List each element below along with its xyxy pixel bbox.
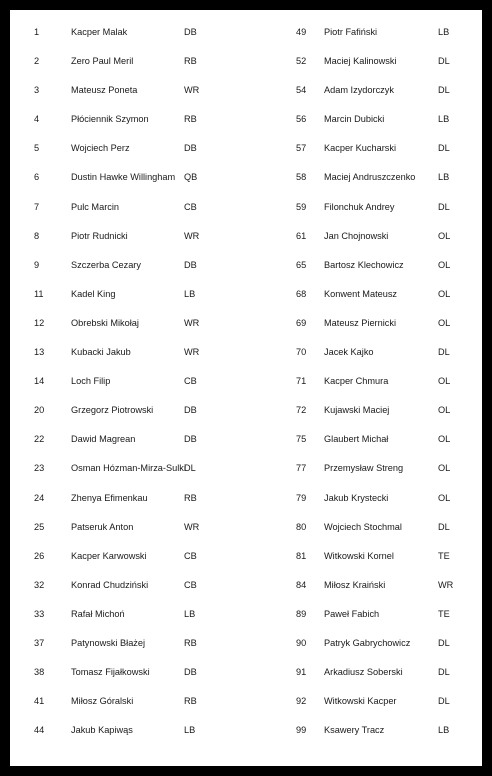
player-position: CB xyxy=(184,376,197,387)
player-name: Wojciech Stochmal xyxy=(324,521,402,532)
player-position: OL xyxy=(438,376,451,387)
player-position: RB xyxy=(184,637,197,648)
player-name: Piotr Rudnicki xyxy=(71,230,128,241)
player-name: Miłosz Kraiński xyxy=(324,579,386,590)
player-name: Osman Hózman-Mirza-Sulki xyxy=(71,463,186,474)
player-position: DL xyxy=(438,56,450,67)
player-name: Konrad Chudziński xyxy=(71,579,149,590)
player-number: 24 xyxy=(34,492,45,503)
player-position: DL xyxy=(184,463,196,474)
player-number: 3 xyxy=(34,85,40,96)
player-number: 33 xyxy=(34,608,45,619)
player-name: Filonchuk Andrey xyxy=(324,201,395,212)
player-name: Jan Chojnowski xyxy=(324,230,389,241)
player-position: OL xyxy=(438,317,451,328)
roster-row xyxy=(247,546,477,575)
player-name: Marcin Dubicki xyxy=(324,114,385,125)
player-number: 41 xyxy=(34,696,45,707)
player-number: 49 xyxy=(296,27,307,37)
player-name: Jacek Kajko xyxy=(324,347,374,358)
roster-row xyxy=(247,517,477,546)
roster-row xyxy=(247,400,477,429)
player-position: DB xyxy=(184,259,197,270)
player-name: Loch Filip xyxy=(71,376,111,387)
player-position: DL xyxy=(438,696,450,707)
player-name: Kacper Kucharski xyxy=(324,143,397,154)
roster-row xyxy=(247,458,477,487)
player-number: 68 xyxy=(296,288,307,299)
player-number: 4 xyxy=(34,114,40,125)
player-position: CB xyxy=(184,201,197,212)
player-position: OL xyxy=(438,259,451,270)
player-name: Arkadiusz Soberski xyxy=(324,667,403,678)
player-position: RB xyxy=(184,696,197,707)
roster-row xyxy=(247,371,477,400)
player-name: Konwent Mateusz xyxy=(324,288,398,299)
roster-row xyxy=(247,197,477,226)
roster-row xyxy=(10,458,240,487)
roster-row xyxy=(10,633,240,662)
player-position: WR xyxy=(184,317,200,328)
roster-column-right xyxy=(247,22,477,749)
player-number: 84 xyxy=(296,579,307,590)
player-number: 38 xyxy=(34,667,45,678)
roster-row xyxy=(247,138,477,167)
player-name: Ksawery Tracz xyxy=(324,725,385,736)
player-number: 77 xyxy=(296,463,307,474)
player-position: DL xyxy=(438,347,450,358)
roster-row xyxy=(10,546,240,575)
roster-row xyxy=(10,167,240,196)
player-position: OL xyxy=(438,463,451,474)
player-number: 91 xyxy=(296,667,307,678)
player-name: Patryk Gabrychowicz xyxy=(324,637,411,648)
player-position: OL xyxy=(438,405,451,416)
player-name: Kadel King xyxy=(71,288,116,299)
player-name: Paweł Fabich xyxy=(324,608,380,619)
roster-row xyxy=(10,662,240,691)
player-number: 75 xyxy=(296,434,307,445)
player-name: Glaubert Michał xyxy=(324,434,389,445)
player-position: LB xyxy=(438,114,450,125)
player-name: Szczerba Cezary xyxy=(71,259,141,270)
player-number: 99 xyxy=(296,725,307,736)
roster-row xyxy=(247,255,477,284)
player-number: 5 xyxy=(34,143,40,154)
roster-row xyxy=(247,662,477,691)
roster-row xyxy=(10,575,240,604)
roster-row xyxy=(10,342,240,371)
player-position: RB xyxy=(184,114,197,125)
player-number: 23 xyxy=(34,463,45,474)
roster-row xyxy=(10,313,240,342)
player-position: WR xyxy=(184,230,200,241)
player-name: Kujawski Maciej xyxy=(324,405,390,416)
player-name: Grzegorz Piotrowski xyxy=(71,405,154,416)
player-position: DL xyxy=(438,143,450,154)
player-position: DB xyxy=(184,434,197,445)
player-position: LB xyxy=(184,288,196,299)
player-name: Bartosz Klechowicz xyxy=(324,259,404,270)
player-number: 58 xyxy=(296,172,307,183)
roster-row xyxy=(10,138,240,167)
player-name: Przemysław Streng xyxy=(324,463,404,474)
player-name: Witkowski Kacper xyxy=(324,696,397,707)
roster-row xyxy=(247,284,477,313)
player-number: 13 xyxy=(34,347,45,358)
player-name: Kubacki Jakub xyxy=(71,347,131,358)
roster-row xyxy=(10,604,240,633)
player-position: DB xyxy=(184,143,197,154)
roster-row xyxy=(10,197,240,226)
roster-row xyxy=(10,720,240,749)
player-number: 9 xyxy=(34,259,40,270)
roster-sheet xyxy=(10,10,482,766)
player-name: Dawid Magrean xyxy=(71,434,136,445)
player-number: 26 xyxy=(34,550,45,561)
player-position: LB xyxy=(184,608,196,619)
player-position: RB xyxy=(184,56,197,67)
player-name: Jakub Krystecki xyxy=(324,492,389,503)
player-number: 89 xyxy=(296,608,307,619)
player-position: DB xyxy=(184,405,197,416)
player-number: 57 xyxy=(296,143,307,154)
player-number: 32 xyxy=(34,579,45,590)
player-position: OL xyxy=(438,230,451,241)
player-name: Kacper Malak xyxy=(71,27,128,37)
player-number: 92 xyxy=(296,696,307,707)
player-position: DL xyxy=(438,201,450,212)
player-name: Maciej Andruszczenko xyxy=(324,172,416,183)
player-name: Miłosz Góralski xyxy=(71,696,134,707)
roster-row xyxy=(247,51,477,80)
roster-row xyxy=(10,691,240,720)
roster-row xyxy=(247,633,477,662)
roster-row xyxy=(10,255,240,284)
player-name: Zhenya Efimenkau xyxy=(71,492,148,503)
player-number: 79 xyxy=(296,492,307,503)
roster-row xyxy=(10,51,240,80)
player-position: DL xyxy=(438,521,450,532)
player-number: 69 xyxy=(296,317,307,328)
roster-row xyxy=(10,22,240,51)
roster-row xyxy=(10,517,240,546)
player-position: DL xyxy=(438,637,450,648)
player-position: LB xyxy=(184,725,196,736)
roster-row xyxy=(10,226,240,255)
player-position: WR xyxy=(184,85,200,96)
player-position: CB xyxy=(184,579,197,590)
player-name: Kacper Karwowski xyxy=(71,550,147,561)
player-position: WR xyxy=(438,579,454,590)
roster-row xyxy=(247,80,477,109)
player-number: 90 xyxy=(296,637,307,648)
player-position: OL xyxy=(438,492,451,503)
player-number: 37 xyxy=(34,637,45,648)
player-number: 1 xyxy=(34,27,40,37)
player-number: 6 xyxy=(34,172,40,183)
player-name: Zero Paul Meril xyxy=(71,56,134,67)
player-position: DB xyxy=(184,27,197,37)
player-number: 80 xyxy=(296,521,307,532)
player-number: 44 xyxy=(34,725,45,736)
player-number: 61 xyxy=(296,230,307,241)
player-name: Jakub Kapiwąs xyxy=(71,725,133,736)
roster-row xyxy=(247,342,477,371)
player-number: 72 xyxy=(296,405,307,416)
player-number: 71 xyxy=(296,376,307,387)
roster-row xyxy=(10,284,240,313)
roster-row xyxy=(247,720,477,749)
player-name: Wojciech Perz xyxy=(71,143,130,154)
player-position: LB xyxy=(438,725,450,736)
player-position: QB xyxy=(184,172,198,183)
roster-row xyxy=(247,22,477,51)
player-name: Mateusz Poneta xyxy=(71,85,138,96)
player-number: 12 xyxy=(34,317,45,328)
player-number: 11 xyxy=(34,288,44,299)
player-position: LB xyxy=(438,27,450,37)
player-name: Mateusz Piernicki xyxy=(324,317,396,328)
roster-column-left xyxy=(10,22,240,749)
roster-row xyxy=(247,167,477,196)
roster-row xyxy=(247,604,477,633)
player-position: CB xyxy=(184,550,197,561)
player-name: Rafał Michoń xyxy=(71,608,125,619)
player-number: 65 xyxy=(296,259,307,270)
player-name: Adam Izydorczyk xyxy=(324,85,394,96)
player-position: WR xyxy=(184,521,200,532)
player-number: 59 xyxy=(296,201,307,212)
player-number: 20 xyxy=(34,405,45,416)
roster-row xyxy=(10,429,240,458)
player-number: 54 xyxy=(296,85,307,96)
player-number: 52 xyxy=(296,56,307,67)
player-name: Dustin Hawke Willingham xyxy=(71,172,176,183)
player-number: 70 xyxy=(296,347,307,358)
player-name: Patseruk Anton xyxy=(71,521,134,532)
player-name: Patynowski Błażej xyxy=(71,637,146,648)
roster-row xyxy=(10,109,240,138)
roster-row xyxy=(10,80,240,109)
player-name: Piotr Fafiński xyxy=(324,27,378,37)
roster-row xyxy=(247,429,477,458)
roster-row xyxy=(247,109,477,138)
player-name: Obrebski Mikołaj xyxy=(71,317,139,328)
player-position: TE xyxy=(438,608,450,619)
player-number: 2 xyxy=(34,56,40,67)
player-position: OL xyxy=(438,288,451,299)
player-position: DL xyxy=(438,85,450,96)
player-number: 81 xyxy=(296,550,307,561)
player-name: Witkowski Kornel xyxy=(324,550,394,561)
player-position: RB xyxy=(184,492,197,503)
player-position: OL xyxy=(438,434,451,445)
roster-row xyxy=(10,488,240,517)
player-number: 25 xyxy=(34,521,45,532)
player-number: 8 xyxy=(34,230,40,241)
roster-row xyxy=(247,488,477,517)
roster-row xyxy=(247,575,477,604)
roster-row xyxy=(10,371,240,400)
player-number: 14 xyxy=(34,376,45,387)
player-number: 7 xyxy=(34,201,40,212)
player-number: 22 xyxy=(34,434,45,445)
player-position: WR xyxy=(184,347,200,358)
player-name: Pulc Marcin xyxy=(71,201,119,212)
player-name: Maciej Kalinowski xyxy=(324,56,397,67)
roster-row xyxy=(247,313,477,342)
player-position: DB xyxy=(184,667,197,678)
player-name: Płóciennik Szymon xyxy=(71,114,149,125)
player-position: TE xyxy=(438,550,450,561)
player-position: DL xyxy=(438,667,450,678)
roster-row xyxy=(10,400,240,429)
player-number: 56 xyxy=(296,114,307,125)
player-name: Tomasz Fijałkowski xyxy=(71,667,150,678)
roster-row xyxy=(247,691,477,720)
roster-row xyxy=(247,226,477,255)
player-position: LB xyxy=(438,172,450,183)
player-name: Kacper Chmura xyxy=(324,376,389,387)
